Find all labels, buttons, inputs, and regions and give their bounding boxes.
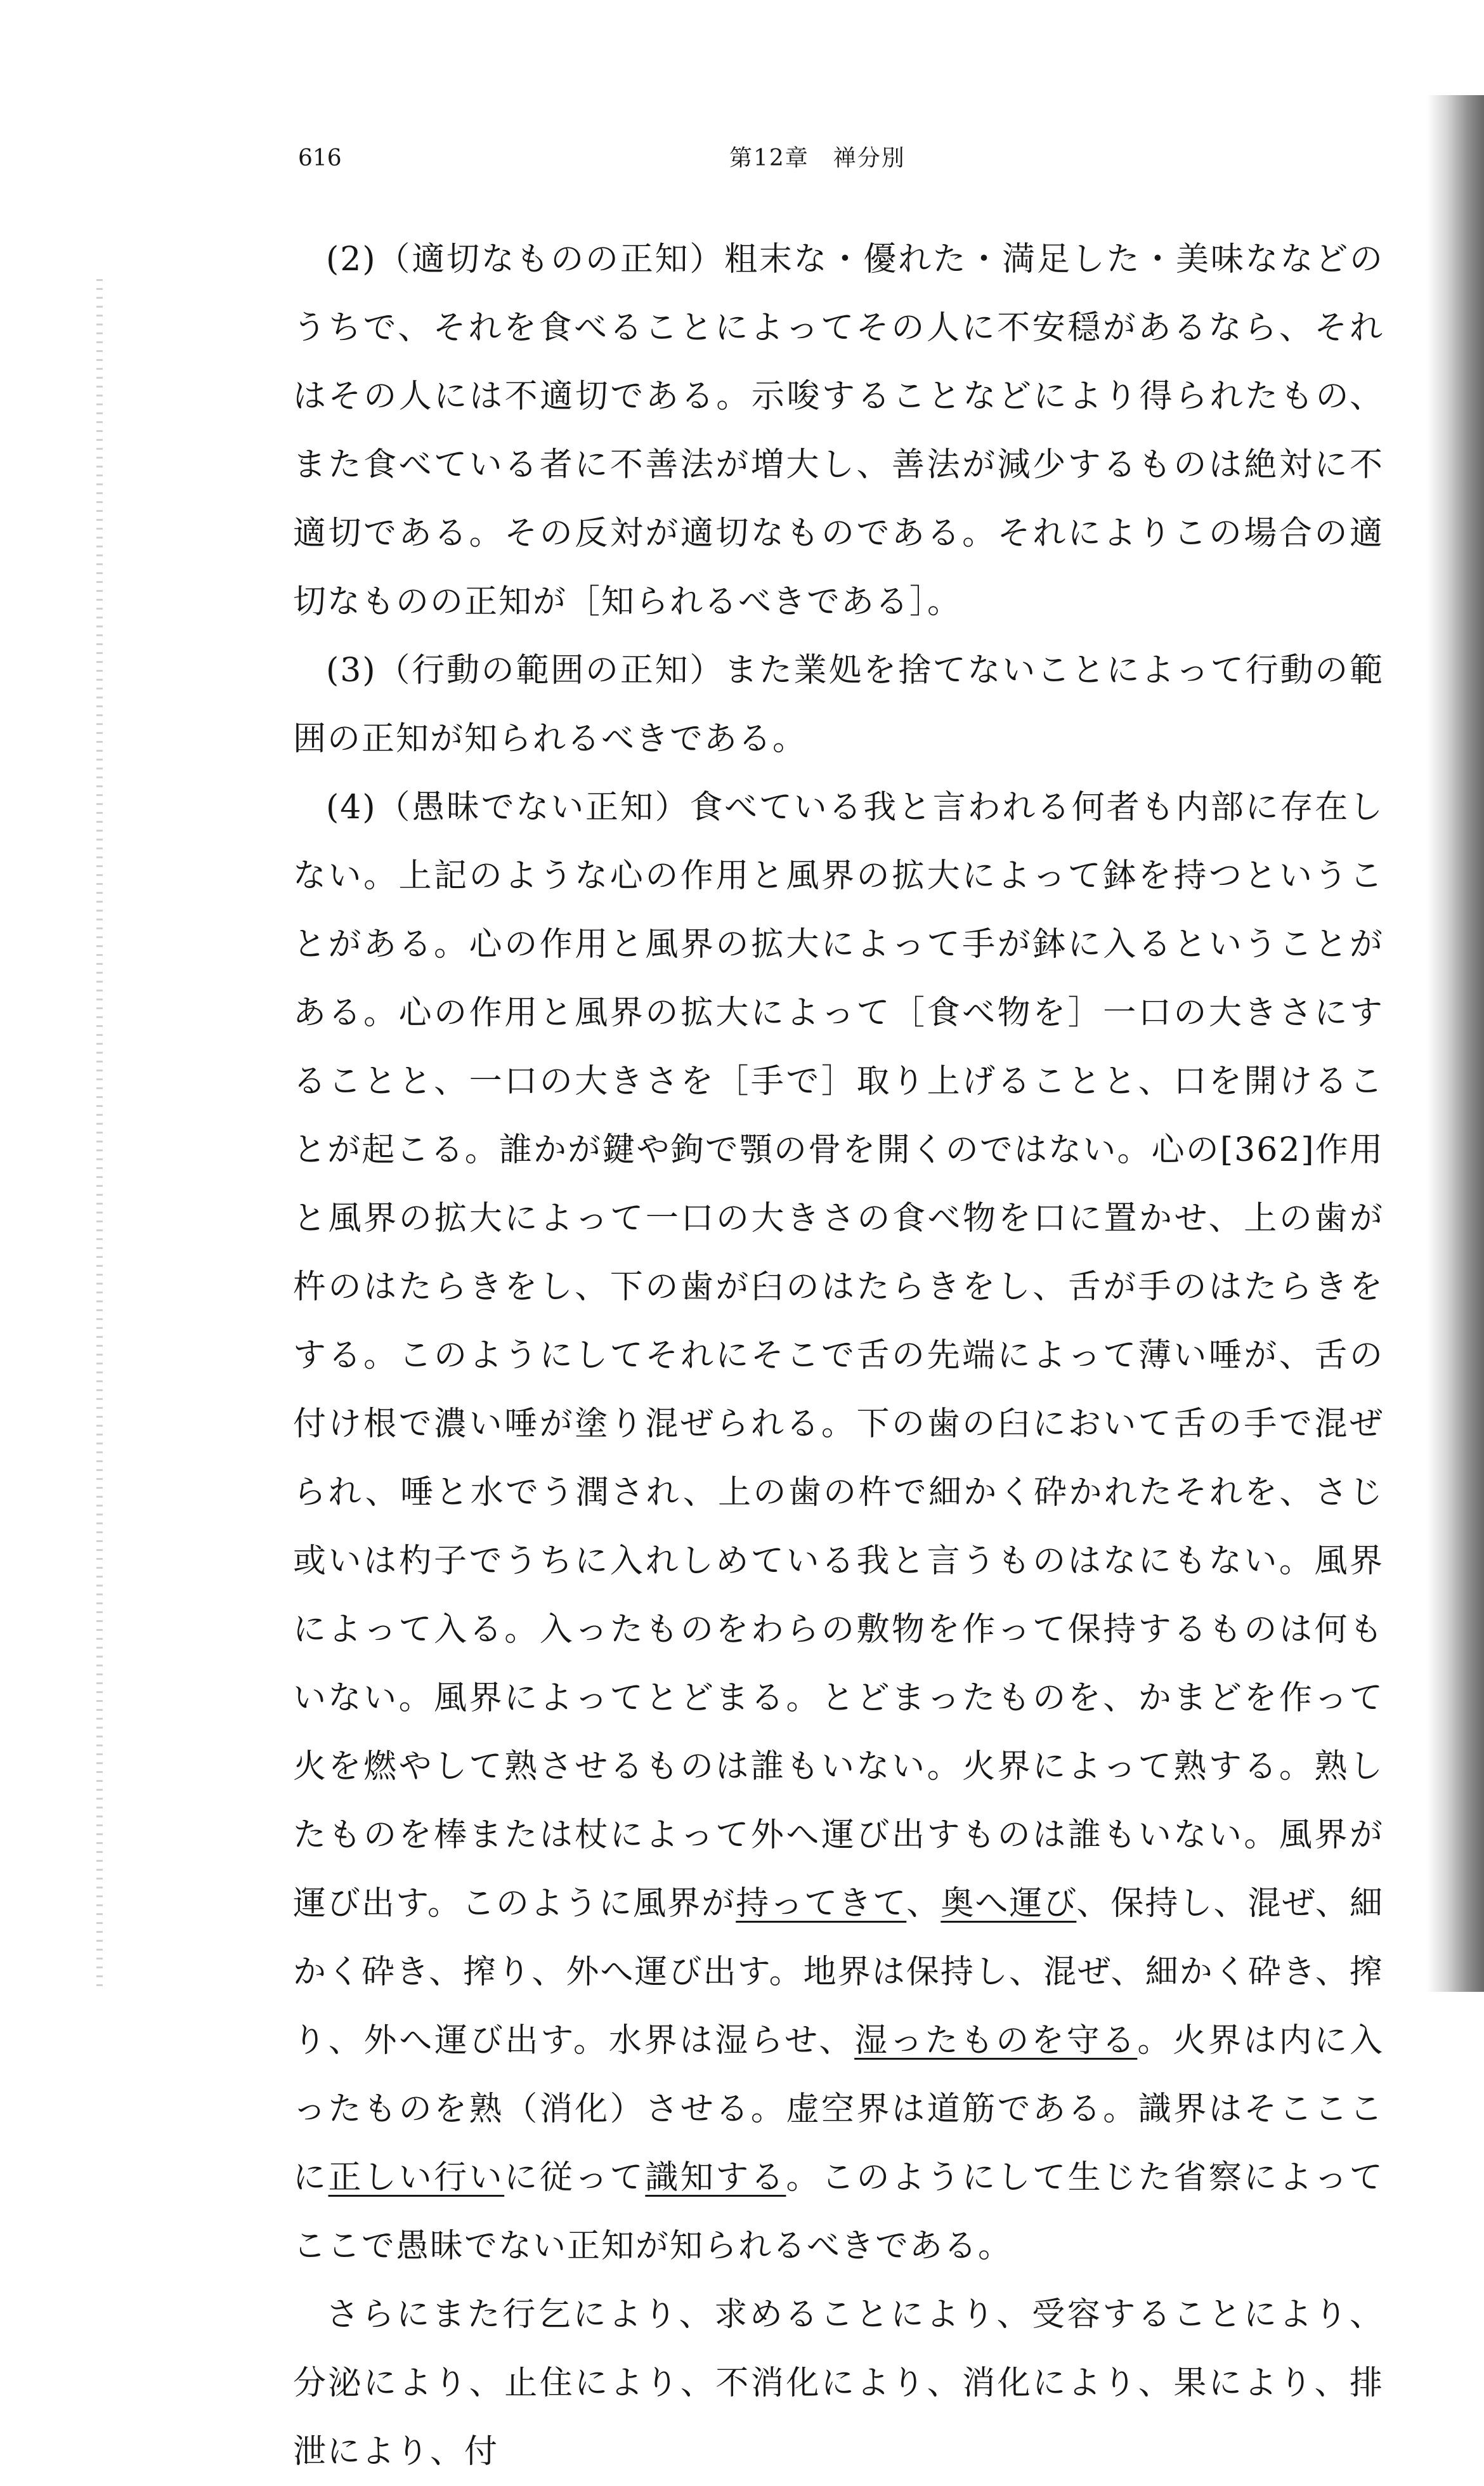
- scan-shadow-left: [96, 279, 103, 1992]
- paragraph: [293, 225, 1384, 636]
- chapter-title: 第12章 禅分別: [729, 145, 906, 171]
- text-segment: 。このようにして生じた省察によってここで愚昧でない正知が知られるべきである。: [293, 2159, 1384, 2265]
- page-number: 616: [298, 145, 342, 171]
- text-segment: に従って: [504, 2159, 646, 2197]
- text-segment: (4)（愚昧でない正知）食べている我と言われる何者も内部に存在しない。上記のような心の作用と風界の拡大によって鉢を持つということがある。心の作用と風界の拡大によって手が鉢に入るということがある。心の作用と風界の拡大によって［食べ物を］一口の大きさにすることと、一口の大きさを［手で］取り上げることと、口を開けることが起こる。誰かが鍵や鉤で顎の骨を開くのではない。心の[362]作用と風界の拡大によって一口の大きさの食べ物を口に置かせ、上の歯が杵のはたらきをし、下の歯が臼のはたらきをし、舌が手のはたらきをする。このようにしてそれにそこで舌の先端によって薄い唾が、舌の付け根で濃い唾が塗り混ぜられる。下の歯の臼において舌の手で混ぜられ、唾と水でう潤され、上の歯の杵で細かく砕かれたそれを、さじ或いは杓子でうちに入れしめている我と言うものはなにもない。風界によって入る。入ったものをわらの敷物を作って保持するものは何もいない。風界によってとどまる。とどまったものを、かまどを作って火を燃やして熟させるものは誰もいない。火界によって熟する。熟したものを棒または杖によって外へ運び出すものは誰もいない。風界が運び出す。このように風界が: [293, 788, 1384, 1923]
- paragraph: [293, 2280, 1384, 2486]
- underlined-text: 湿ったものを守る: [854, 2022, 1138, 2060]
- text-segment: 。火界は内に入ったものを熟（消化）させる。虚空界は道筋である。識界はそこここに: [293, 2022, 1384, 2197]
- body-text: [293, 225, 1384, 2486]
- underlined-text: 奥へ運び: [941, 1885, 1077, 1923]
- text-segment: さらにまた行乞により、求めることにより、受容することにより、分泌により、止住により、不消化により、消化により、果により、排泄により、付: [293, 2296, 1384, 2471]
- underlined-text: 正しい行い: [328, 2159, 505, 2197]
- text-segment: (2)（適切なものの正知）粗末な・優れた・満足した・美味ななどのうちで、それを食べることによってその人に不安穏があるなら、それはその人には不適切である。示唆することなどにより得られたもの、また食べている者に不善法が増大し、善法が減少するものは絶対に不適切である。その反対が適切なものである。それによりこの場合の適切なものの正知が［知られるべきである］。: [293, 240, 1384, 621]
- text-segment: 、保持し、混ぜ、細かく砕き、搾り、外へ運び出す。地界は保持し、混ぜ、細かく砕き、搾り、外へ運び出す。水界は湿らせ、: [293, 1885, 1384, 2060]
- paragraph: [293, 773, 1384, 2280]
- underlined-text: 識知する: [645, 2159, 786, 2197]
- text-segment: 、: [906, 1885, 941, 1923]
- paragraph: [293, 636, 1384, 773]
- text-segment: (3)（行動の範囲の正知）また業処を捨てないことによって行動の範囲の正知が知られるべきである。: [293, 651, 1384, 758]
- scan-shadow-right: [1427, 95, 1484, 1992]
- running-head: [298, 140, 1376, 178]
- underlined-text: 持ってきて: [736, 1885, 907, 1923]
